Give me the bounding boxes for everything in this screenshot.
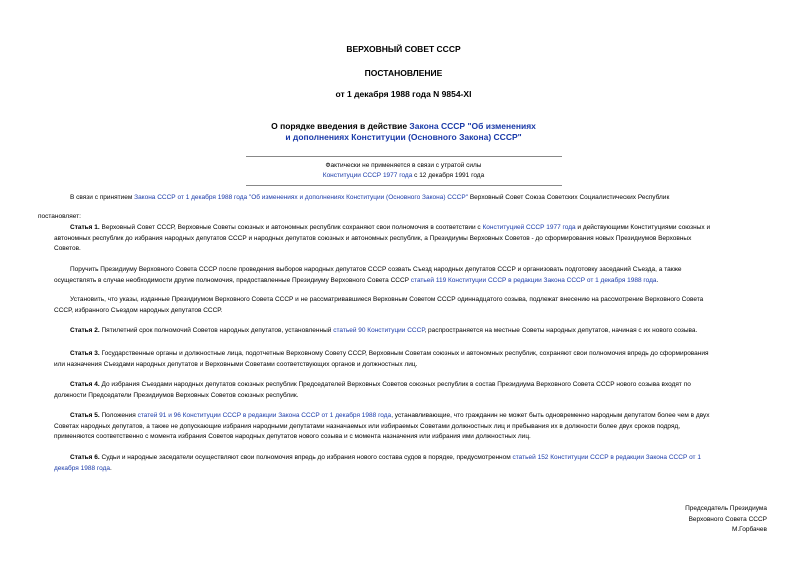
preamble-law-link[interactable]: Закона СССР от 1 декабря 1988 года "Об изменениях и дополнениях Конституции (Основного Закона) СССР" <box>134 194 469 201</box>
article-2-text: Пятилетний срок полномочий Советов народных депутатов, установленный <box>99 327 334 334</box>
article-152-link[interactable]: статьей 152 Конституции СССР в редакции Закона СССР от 1 <box>512 454 701 461</box>
article-6 <box>38 453 769 474</box>
article-1-text: Верховный Совет СССР, Верховные Советы союзных и автономных республик сохраняют свои полномочия в соответствии с <box>99 224 483 231</box>
signature-title-line2: Верховного Совета СССР <box>688 515 767 523</box>
status-note-constitution-link[interactable]: Конституции СССР 1977 года <box>322 172 413 179</box>
article-3-line2: или назначения Съездами народных депутатов и Верховными Советами соответствующих органов и должностных лиц. <box>54 360 418 368</box>
article-6-text: Судьи и народные заседатели осуществляют свои полномочия впредь до избрания нового состава судов в порядке, предусмотренном <box>99 454 513 461</box>
article-5-text: Положения <box>99 412 138 419</box>
article-1-label: Статья 1. <box>70 224 100 231</box>
article-4-line2: должности Председатели Президиумов Верховных Советов союзных республик. <box>54 391 299 399</box>
article-2 <box>38 326 769 337</box>
article-2-label: Статья 2. <box>70 327 100 334</box>
paragraph-instruct <box>38 265 769 286</box>
status-note-line1: Фактически не применяется в связи с утратой силы <box>325 162 482 169</box>
signature-name: М.Горбачев <box>731 526 767 533</box>
article-6-end: . <box>109 464 112 472</box>
paragraph-decrees <box>38 295 769 316</box>
article-4 <box>38 380 769 401</box>
divider-top <box>246 156 562 157</box>
article-5 <box>38 411 769 443</box>
subject-prefix: О порядке введения в действие <box>271 121 410 131</box>
status-note-suffix: с 12 декабря 1991 года <box>412 172 485 179</box>
article-2-text-cont: , распространяется на местные Советы народных депутатов, начиная с их нового созыва. <box>424 327 698 334</box>
article-1 <box>38 223 769 255</box>
status-note <box>0 161 807 181</box>
article-3 <box>38 349 769 370</box>
decrees-line1: Установить, что указы, изданные Президиумом Верховного Совета СССР и не рассматривавшиеся Верховным Советом СССР одиннадцатого созыва, подлежат внесению на рассмотрение Верховного Совета <box>70 296 704 303</box>
preamble-prefix: В связи с принятием <box>70 194 135 201</box>
article-5-label: Статья 5. <box>70 412 100 419</box>
subject-law-link[interactable]: Закона СССР "Об изменениях <box>409 121 536 131</box>
resolves-line <box>38 212 769 223</box>
article-1-text-cont: и действующими Конституциями союзных и <box>575 224 711 231</box>
decrees-line2: СССР, избранного Съездом народных депутатов СССР. <box>54 306 223 314</box>
article-1-line3: Советов. <box>54 245 81 252</box>
document-type: ПОСТАНОВЛЕНИЕ <box>364 68 443 78</box>
article-5-text-cont: , устанавливающие, что гражданин не может быть одновременно народным депутатом более чем в двух <box>391 412 710 419</box>
article-5-line2: Советах народных депутатов, а также не допускающие избрания народными депутатами назначаемых или избираемых Советами должностных лиц и пребывания их в должности более двух сроков подряд, <box>54 422 681 430</box>
article-1-constitution-link[interactable]: Конституцией СССР 1977 года <box>482 224 576 231</box>
resolves-text: постановляет: <box>38 213 81 220</box>
document-date-number: от 1 декабря 1988 года N 9854-XI <box>335 89 472 99</box>
signature-block <box>685 504 767 536</box>
article-5-line3: применяются соответственно с момента избрания Советов народных депутатов нового созыва и с момента назначения или избрания ими должностных лиц. <box>54 433 531 440</box>
article-119-link[interactable]: статьей 119 Конституции СССР в редакции Закона СССР от 1 декабря 1988 года <box>410 276 657 284</box>
article-4-text: До избрания Съездами народных депутатов союзных республик Председателей Верховных Советов союзных республик в состав Президиума Верховного Совета СССР нового созыва входят по <box>99 381 691 388</box>
divider-bottom <box>246 185 562 186</box>
signature-title-line1: Председатель Президиума <box>685 505 767 512</box>
preamble-suffix: Верховный Совет Союза Советских Социалистических Республик <box>468 194 670 201</box>
instruct-line2-end: . <box>656 276 659 284</box>
article-6-label: Статья 6. <box>70 454 100 461</box>
preamble <box>38 193 769 204</box>
article-152-link-cont[interactable]: декабря 1988 года <box>54 464 110 472</box>
instruct-line2: осуществлять в случае необходимости другие полномочия, предоставленные Президиуму Верховного Совета СССР <box>54 276 411 284</box>
article-90-link[interactable]: статьей 90 Конституции СССР <box>333 327 425 334</box>
instruct-line1: Поручить Президиуму Верховного Совета СССР после проведения выборов народных депутатов СССР созвать Съезд народных депутатов СССР и организовать подготовку заседаний Съезда, а также <box>70 266 682 273</box>
subject-law-link-cont[interactable]: и дополнениях Конституции (Основного Закона) СССР" <box>285 132 522 142</box>
articles-91-96-link[interactable]: статей 91 и 96 Конституции СССР в редакции Закона СССР от 1 декабря 1988 года <box>137 412 392 419</box>
article-1-line2: автономных республик до избрания народных депутатов СССР и народных депутатов союзных и автономных республик, а Президиумы Верховных Советов - до сформирования новых Президиумов Верховных <box>54 234 692 242</box>
article-3-label: Статья 3. <box>70 350 100 357</box>
article-3-text: Государственные органы и должностные лица, подотчетные Верховному Совету СССР, Верховным Советам союзных и автономных республик, сохраняют свои полномочия впредь до сформирования <box>99 350 709 357</box>
issuer-title: ВЕРХОВНЫЙ СОВЕТ СССР <box>346 44 461 54</box>
article-4-label: Статья 4. <box>70 381 100 388</box>
document-subject <box>0 121 807 143</box>
